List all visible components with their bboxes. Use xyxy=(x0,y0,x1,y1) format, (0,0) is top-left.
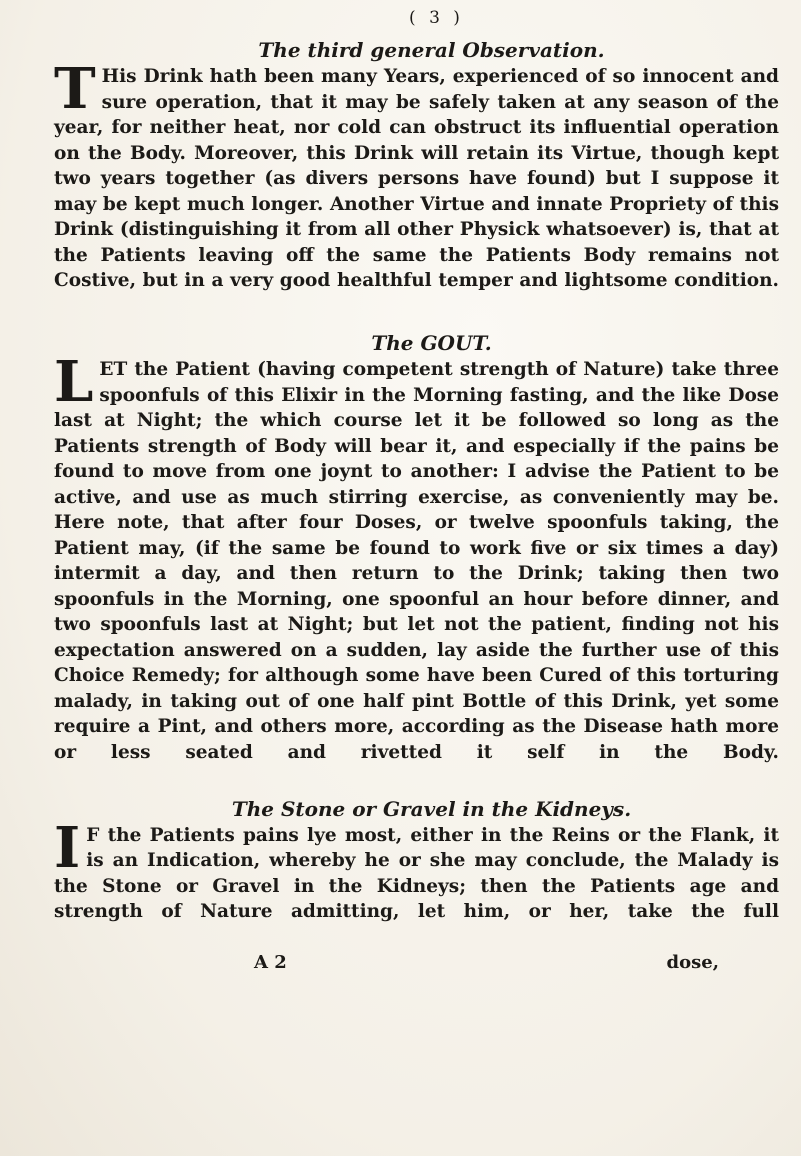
paragraph-gout xyxy=(54,349,779,791)
paragraph-text: His Drink hath been many Years, experienced of so innocent and sure operation, that it may be safely taken at any season of the year, for neither heat, nor cold can obstruct its influential operation on the Body. Moreover, this Drink will retain its Virtue, though kept two years together (as divers persons have found) but I suppose it may be kept much longer. Another Virtue and innate Propriety of this Drink (distinguishing it from all other Physick whatsoever) is, that at the Patients leaving off the same the Patients Body remains not Costive, but in a very good healthful temper and lightsome condition. xyxy=(54,66,779,291)
section-heading-stone: The Stone or Gravel in the Kidneys. xyxy=(231,796,632,821)
catchword: dose, xyxy=(666,952,719,973)
paragraph-text: F the Patients pains lye most, either in the Reins or the Flank, it is an Indication, whereby he or she may conclude, the Malady is the Stone or Gravel in the Kidneys; then the Patients age and strength of Nature admitting, let him, or her, take the full xyxy=(54,824,779,922)
section-heading-observation: The third general Observation. xyxy=(258,38,605,62)
drop-cap: L xyxy=(54,349,94,415)
drop-cap: T xyxy=(54,56,96,122)
drop-cap: I xyxy=(54,814,81,881)
paragraph-stone xyxy=(54,814,779,951)
page-footer xyxy=(54,952,779,973)
paragraph-observation xyxy=(54,56,779,319)
section-heading-gout: The GOUT. xyxy=(371,331,492,355)
paragraph-text: ET the Patient (having competent strength of Nature) take three spoonfuls of this Elixir in the Morning fasting, and the like Dose last at Night; the which course let it be followed so long as the Patients strength of Body will bear it, and especially if the pains be found to move from one joynt to another: I advise the Patient to be active, and use as much stirring exercise, as conveniently may be. Here note, that after four Doses, or twelve spoonfuls taking, the Patient may, (if the same be found to work five or six times a day) intermit a day, and then return to the Drink; taking then two spoonfuls in the Morning, one spoonful an hour before dinner, and two spoonfuls last at Night; but let not the patient, finding not his expectation answered on a sudden, lay aside the further use of this Choice Remedy; for although some have been Cured of this torturing malady, in taking out of one half pint Bottle of this Drink, yet some require a Pint, and others more, according as the Disease hath more or less seated and rivetted it self in the Body. xyxy=(54,359,779,763)
signature-mark: A 2 xyxy=(254,952,287,973)
page-number: ( 3 ) xyxy=(409,8,464,28)
